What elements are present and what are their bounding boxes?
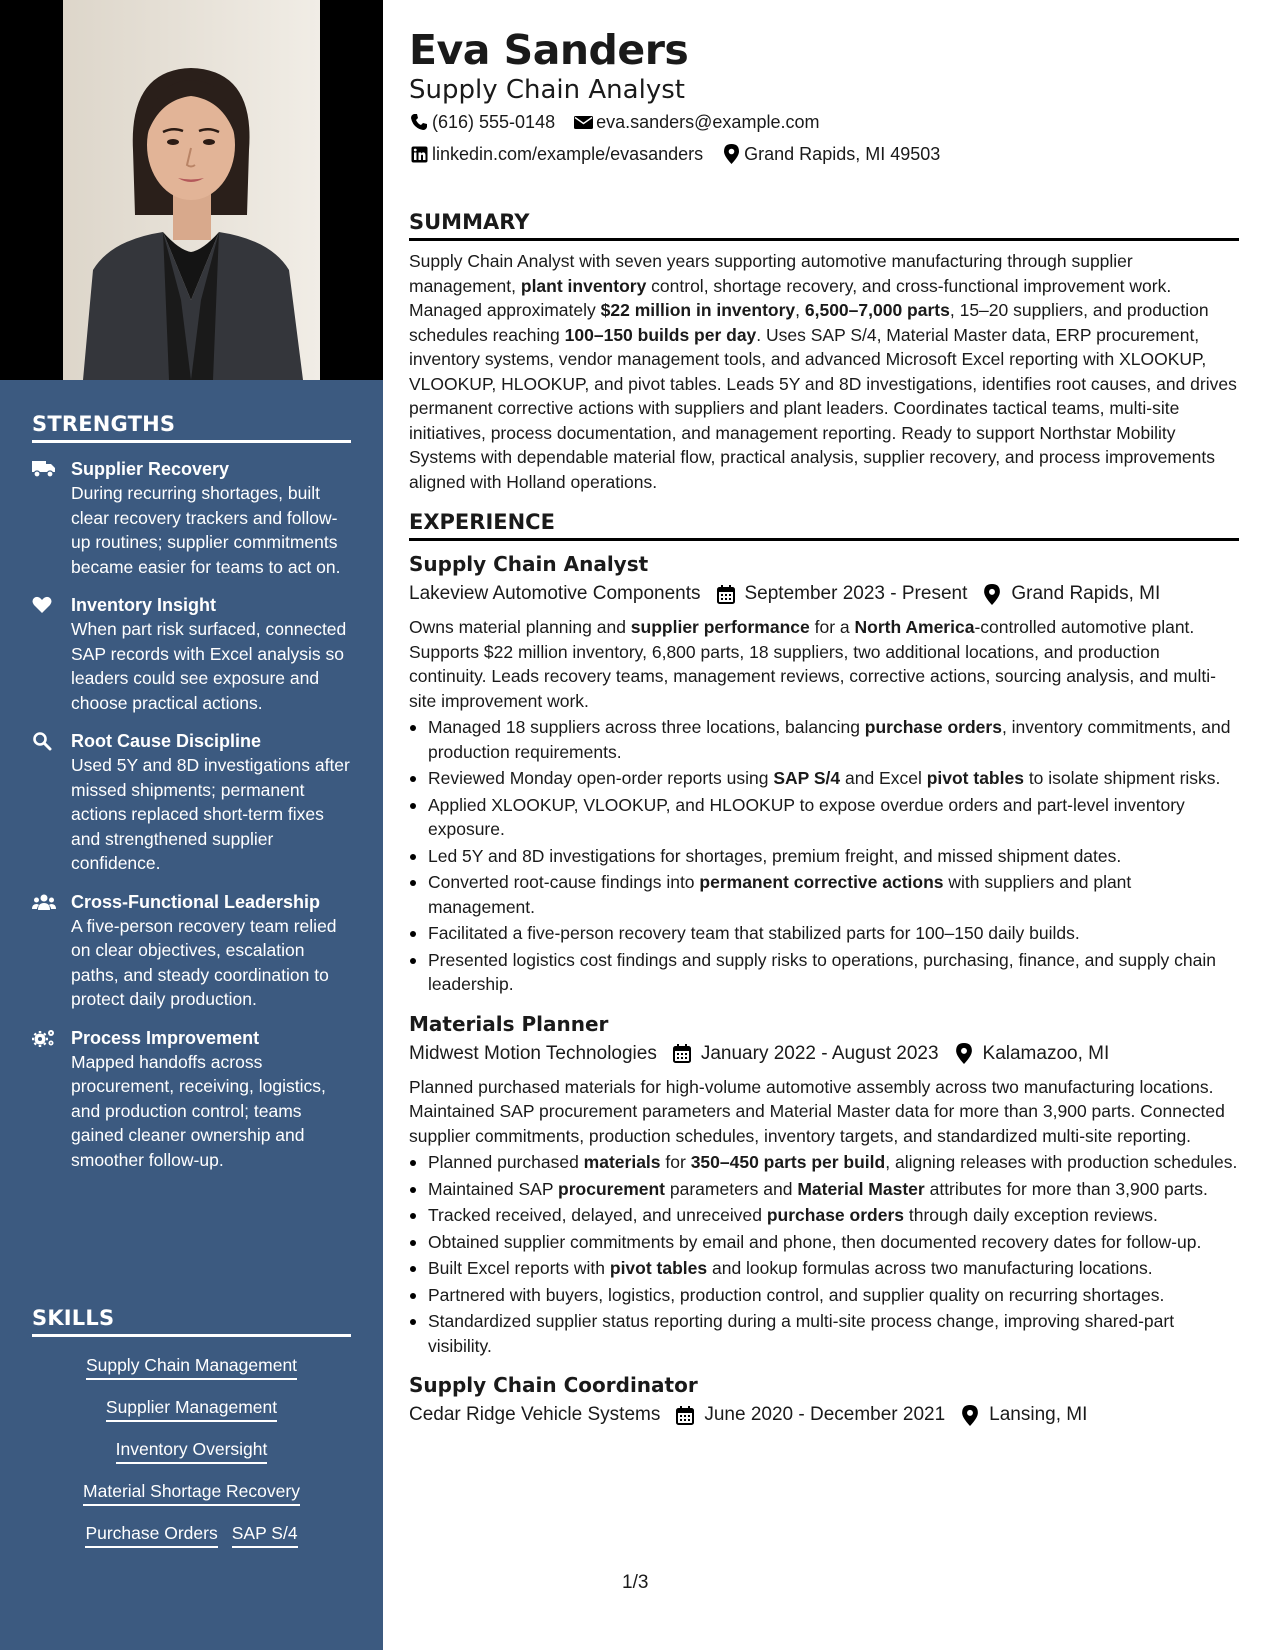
bullet-item: Facilitated a five-person recovery team that stabilized parts for 100–150 daily builds. (409, 921, 1239, 946)
skills-heading: SKILLS (32, 1306, 351, 1337)
strength-title: Cross-Functional Leadership (71, 891, 321, 912)
bullet-item: Tracked received, delayed, and unreceived purchase orders through daily exception reviews. (409, 1203, 1239, 1228)
job-location: Grand Rapids, MI (1011, 583, 1161, 604)
summary-text: Supply Chain Analyst with seven years supporting automotive manufacturing through supplier management, plant inventory control, shortage recovery, and cross-functional improvement work. Managed approximately $22 million in inventory, 6,500–7,000 parts, 15–20 suppliers, and production schedules reaching 100–150 builds per day. Uses SAP S/4, Material Master data, ERP procurement, inventory systems, vendor management tools, and advanced Microsoft Excel reporting with XLOOKUP, VLOOKUP, HLOOKUP, and pivot tables. Leads 5Y and 8D investigations, identifies root causes, and drives permanent corrective actions with suppliers and plant leaders. Coordinates tactical teams, multi-site initiatives, process documentation, and management reporting. Ready to support Northstar Mobility Systems with dependable material flow, practical analysis, supplier recovery, and process improvements aligned with Holland operations. (409, 251, 1237, 492)
calendar-icon (674, 1404, 696, 1426)
strength-title: Root Cause Discipline (71, 731, 262, 751)
strengths-list (32, 457, 351, 1172)
map-pin-icon (981, 583, 1003, 605)
company-name: Lakeview Automotive Components (409, 583, 701, 604)
experience-heading: EXPERIENCE (409, 508, 1239, 541)
skill-tag: Purchase Orders (85, 1521, 217, 1548)
job-description: Owns material planning and supplier performance for a North America-controlled automotive plant. Supports $22 million inventory, 6,800 parts, 18 suppliers, two additional locations, and production continuity. Leads recovery teams, management reviews, corrective actions, sourcing analysis, and multi-site improvement work. (409, 617, 1216, 711)
strength-description: During recurring shortages, built clear recovery trackers and follow-up routines; supplier commitments became easier for teams to act on. (71, 483, 341, 577)
strengths-section (32, 412, 351, 1186)
bullet-item: Reviewed Monday open-order reports using SAP S/4 and Excel pivot tables to isolate shipment risks. (409, 766, 1239, 791)
truck-icon (32, 459, 56, 479)
summary-section (409, 208, 1239, 494)
strength-description: A five-person recovery team relied on clear objectives, escalation paths, and steady coordination to protect daily production. (71, 915, 337, 1009)
search-icon (32, 731, 56, 751)
strength-title: Process Improvement (71, 1027, 260, 1048)
map-pin-icon (959, 1404, 981, 1426)
candidate-name: Eva Sanders (409, 26, 689, 74)
skill-tag: Supplier Management (106, 1395, 277, 1422)
phone-icon (409, 112, 429, 132)
company-name: Cedar Ridge Vehicle Systems (409, 1404, 661, 1425)
strength-description: When part risk surfaced, connected SAP records with Excel analysis so leaders could see exposure and choose practical actions. (71, 619, 347, 713)
location-contact (721, 138, 940, 170)
job-meta (409, 1400, 1239, 1430)
job-meta (409, 579, 1239, 609)
page-number: 1/3 (622, 1572, 649, 1593)
strength-title: Inventory Insight (71, 595, 217, 615)
bullet-item: Maintained SAP procurement parameters and Material Master attributes for more than 3,900 parts. (409, 1177, 1239, 1202)
strength-item (32, 1026, 351, 1173)
strength-item (32, 593, 351, 715)
sidebar (0, 0, 383, 1650)
profile-photo (0, 0, 383, 380)
job-dates: September 2023 - Present (744, 583, 968, 604)
email-address: eva.sanders@example.com (596, 112, 820, 132)
strength-item (32, 729, 351, 876)
skill-tag: Material Shortage Recovery (83, 1479, 300, 1506)
bullet-item: Partnered with buyers, logistics, production control, and supplier quality on recurring shortages. (409, 1283, 1239, 1308)
users-icon (32, 892, 56, 912)
bullet-item: Led 5Y and 8D investigations for shortages, premium freight, and missed shipment dates. (409, 844, 1239, 869)
linkedin-url: linkedin.com/example/evasanders (432, 144, 704, 164)
candidate-role: Supply Chain Analyst (409, 75, 685, 105)
portrait-image (63, 0, 320, 380)
strength-item (32, 890, 351, 1012)
skill-tag: Supply Chain Management (86, 1353, 297, 1380)
gears-icon (32, 1028, 56, 1048)
heart-icon (32, 595, 56, 615)
main-content (409, 24, 1239, 1430)
bullet-item: Converted root-cause findings into permanent corrective actions with suppliers and plant management. (409, 870, 1239, 919)
skills-list (32, 1353, 351, 1548)
phone-number: (616) 555-0148 (432, 112, 556, 132)
job-bullets (409, 715, 1239, 997)
skill-tag: SAP S/4 (232, 1521, 298, 1548)
linkedin-icon (409, 144, 429, 164)
summary-heading: SUMMARY (409, 208, 1239, 241)
job-dates: June 2020 - December 2021 (704, 1404, 946, 1425)
strength-title: Supplier Recovery (71, 459, 230, 479)
strengths-heading: STRENGTHS (32, 412, 351, 443)
email-contact[interactable] (573, 106, 819, 138)
bullet-item: Applied XLOOKUP, VLOOKUP, and HLOOKUP to expose overdue orders and part-level inventory exposure. (409, 793, 1239, 842)
bullet-item: Managed 18 suppliers across three locations, balancing purchase orders, inventory commitments, and production requirements. (409, 715, 1239, 764)
calendar-icon (671, 1043, 693, 1065)
experience-section (409, 508, 1239, 1430)
map-pin-icon (953, 1043, 975, 1065)
company-name: Midwest Motion Technologies (409, 1042, 657, 1064)
job-entry (409, 549, 1239, 997)
location-text: Grand Rapids, MI 49503 (744, 144, 941, 164)
linkedin-contact[interactable] (409, 138, 703, 170)
bullet-item: Built Excel reports with pivot tables and lookup formulas across two manufacturing locations. (409, 1256, 1239, 1281)
skills-section (32, 1306, 351, 1563)
job-title: Supply Chain Analyst (409, 552, 649, 576)
bullet-item: Presented logistics cost findings and supply risks to operations, purchasing, finance, and supply chain leadership. (409, 948, 1239, 997)
contact-row (409, 138, 1239, 170)
job-title: Materials Planner (409, 1011, 609, 1036)
bullet-item: Standardized supplier status reporting during a multi-site process change, improving shared-part visibility. (409, 1309, 1239, 1358)
job-entry (409, 1370, 1239, 1430)
job-location: Kalamazoo, MI (982, 1042, 1110, 1064)
contact-row (409, 106, 1239, 138)
job-entry (409, 1009, 1239, 1359)
calendar-icon (715, 583, 737, 605)
phone-contact[interactable] (409, 106, 555, 138)
map-pin-icon (721, 144, 741, 164)
strength-description: Used 5Y and 8D investigations after missed shipments; permanent actions replaced short-term fixes and strengthened supplier confidence. (71, 755, 350, 873)
skill-tag: Inventory Oversight (116, 1437, 268, 1464)
job-description: Planned purchased materials for high-volume automotive assembly across two manufacturing locations. Maintained SAP procurement parameters and Material Master data for more than 3,900 parts. Connected supplier commitments, production schedules, inventory targets, and standardized multi-site reporting. (409, 1076, 1225, 1146)
job-title: Supply Chain Coordinator (409, 1373, 698, 1397)
bullet-item: Obtained supplier commitments by email and phone, then documented recovery dates for follow-up. (409, 1230, 1239, 1255)
strength-description: Mapped handoffs across procurement, receiving, logistics, and production control; teams gained cleaner ownership and smoother follow-up. (71, 1051, 326, 1170)
job-meta (409, 1039, 1239, 1069)
envelope-icon (573, 112, 593, 132)
strength-item (32, 457, 351, 579)
bullet-item: Planned purchased materials for 350–450 parts per build, aligning releases with production schedules. (409, 1150, 1239, 1175)
job-location: Lansing, MI (989, 1404, 1088, 1425)
job-dates: January 2022 - August 2023 (700, 1042, 939, 1064)
job-bullets (409, 1150, 1239, 1358)
